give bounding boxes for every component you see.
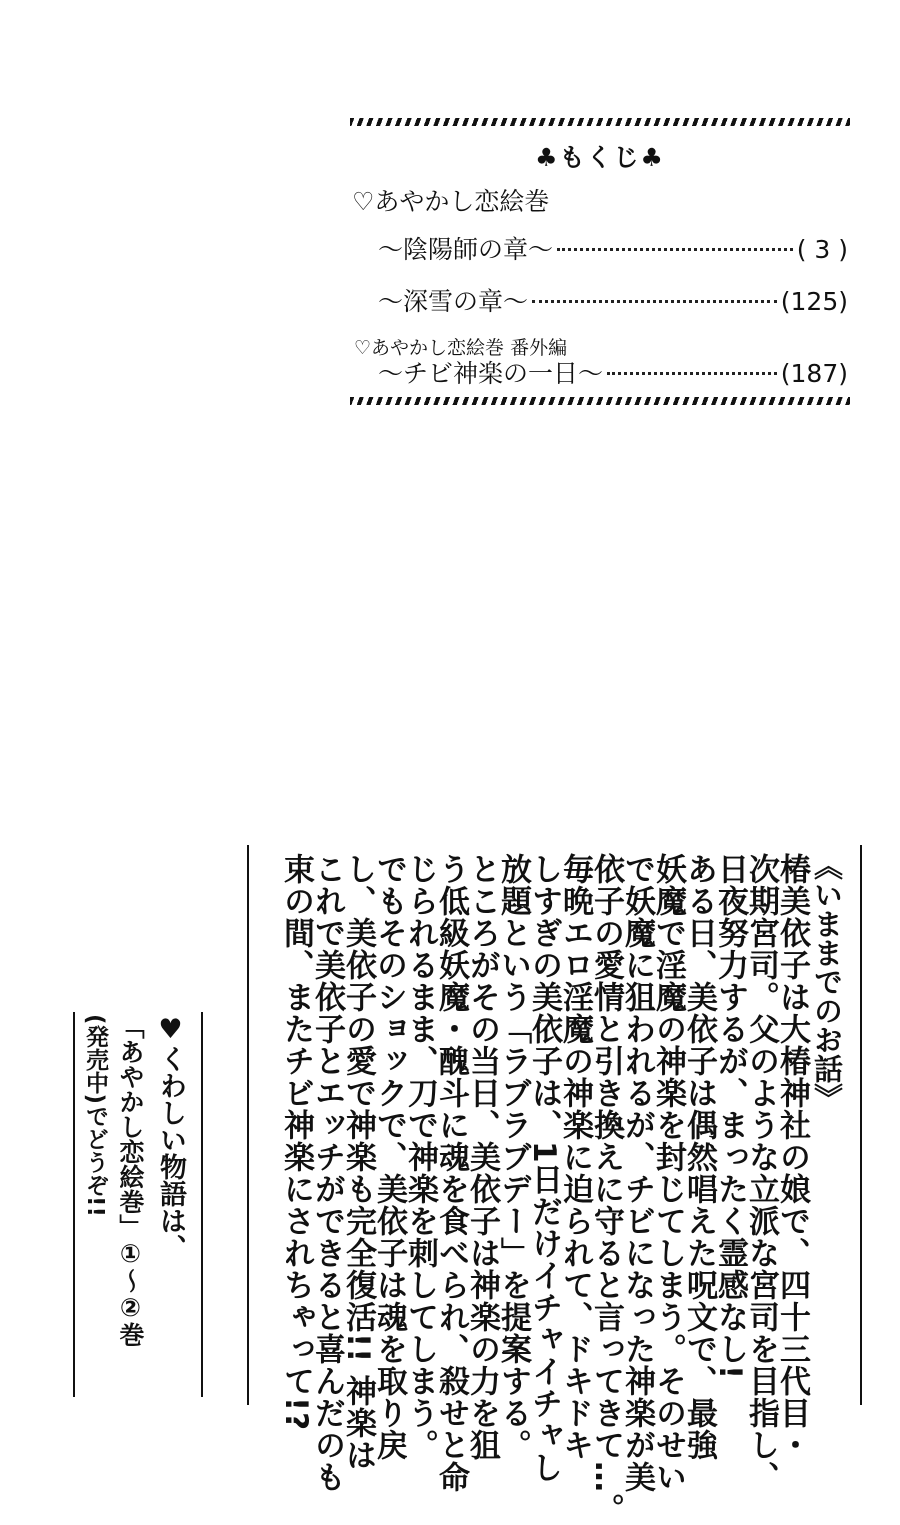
story-line: 毎晩エロ淫魔の神楽に迫られて、ドキドキ	[557, 853, 593, 1461]
story-line: 束の間、またチビ神楽にされちゃって!?	[278, 853, 314, 1432]
toc-entry-title: 〜チビ神楽の一日〜	[378, 359, 604, 388]
note-right-bar	[201, 1012, 203, 1397]
story-line: でもそのショックで、美依子は魂を取り戻	[371, 853, 407, 1461]
dot-leader	[532, 300, 777, 303]
story-line: 次期宮司。父のような立派な宮司を目指し、	[743, 853, 779, 1493]
toc-entry-page: (187)	[780, 359, 848, 388]
dot-leader	[607, 372, 777, 375]
dot-leader	[557, 248, 793, 251]
note-line: ♥くわしい物語は、	[155, 1014, 186, 1261]
note-line: (発売中)でどうぞ!!	[82, 1014, 108, 1218]
toc-entry-title: 〜深雪の章〜	[378, 287, 529, 316]
toc-entry-miyuki[interactable]	[378, 282, 848, 318]
toc-entry-page: ( 3 )	[796, 235, 848, 264]
story-line: し、美依子の愛で神楽も完全復活!! 神楽は	[340, 853, 376, 1472]
story-line: 日夜努力するが、まったく霊感なし!	[712, 853, 748, 1381]
story-line: 椿美依子は大椿神社の娘で、四十三代目・	[774, 853, 810, 1461]
story-line: 放題という「ラブラブデー」を提案する。	[495, 853, 531, 1461]
story-line: ところがその当日、美依子は神楽の力を狙	[464, 853, 500, 1461]
story-line: じられるまま、刀で神楽を刺してしまう。	[402, 853, 438, 1461]
story-line: 妖魔で淫魔の神楽を封じてしまう。そのせい	[650, 853, 686, 1493]
toc-entry-title: 〜陰陽師の章〜	[378, 235, 554, 264]
toc-bottom-rule	[350, 397, 850, 405]
details-note	[73, 1012, 203, 1402]
story-line: う低級妖魔・醜斗に魂を食べられ、殺せと命	[433, 853, 469, 1493]
story-line: で妖魔に狙われるが、チビになった神楽が美	[619, 853, 655, 1493]
story-heading: 《いままでのお話》	[810, 851, 844, 1112]
extra-title: ♡あやかし恋絵巻 番外編	[354, 337, 568, 359]
story-line: ある日、美依子は偶然唱えた呪文で、最強	[681, 853, 717, 1461]
note-left-bar	[73, 1012, 75, 1397]
toc-entry-onmyoji[interactable]	[378, 230, 848, 266]
toc-title: ♣もくじ♣	[535, 143, 665, 172]
toc-top-rule	[350, 118, 850, 126]
story-line: これで美依子とエッチができると喜んだのも	[309, 853, 345, 1493]
story-line: 依子の愛情と引き換えに守ると言ってきて…。	[588, 853, 624, 1525]
toc-entry-chibi[interactable]	[378, 354, 848, 390]
story-summary	[247, 845, 862, 1525]
toc-entry-page: (125)	[780, 287, 848, 316]
story-line: しすぎの美依子は、1日だけイチャイチャし	[526, 853, 562, 1484]
note-line: 「あやかし恋絵巻」①〜②巻	[116, 1014, 145, 1347]
series-title: ♡あやかし恋絵巻	[352, 187, 550, 216]
